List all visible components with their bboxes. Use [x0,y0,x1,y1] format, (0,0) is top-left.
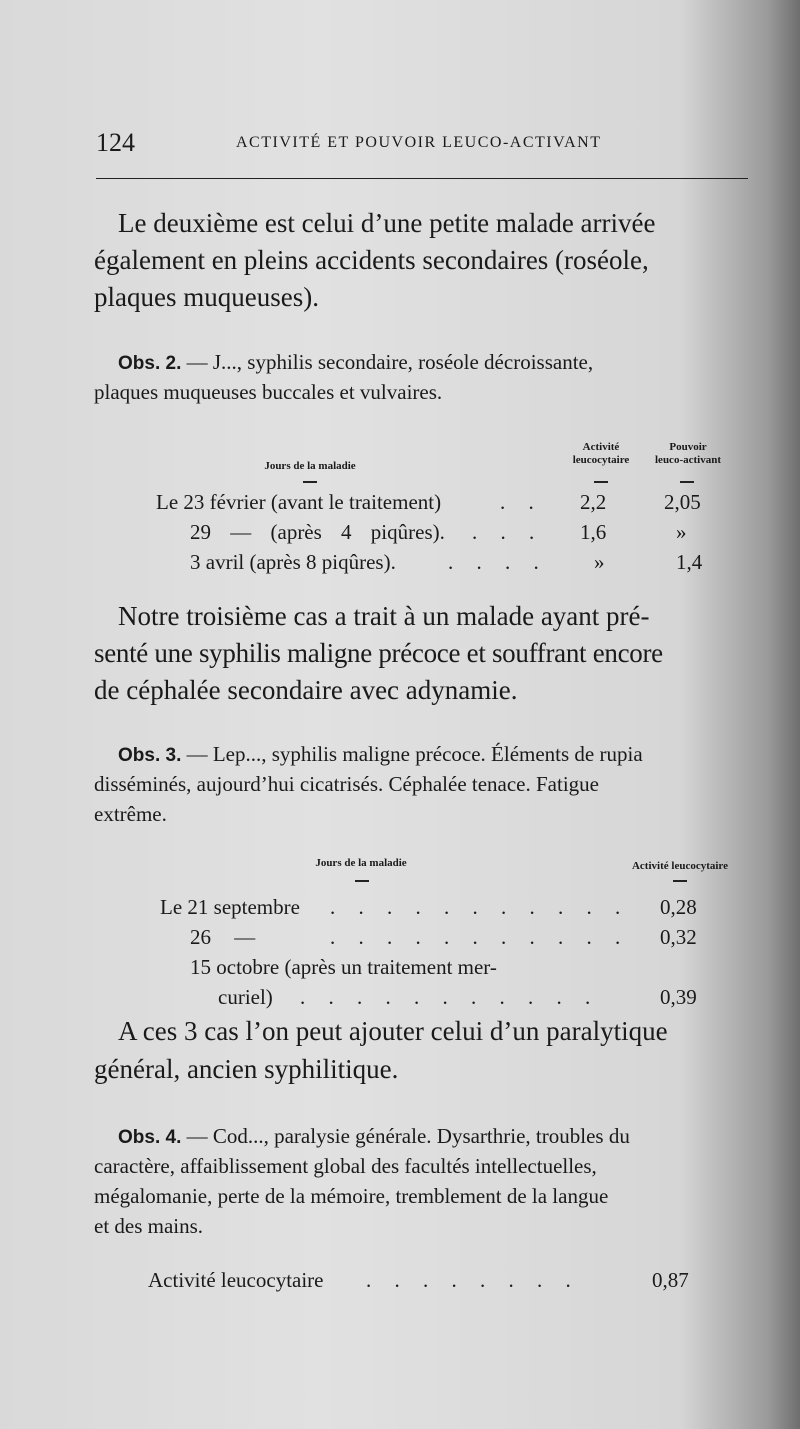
table1-row1-activity: 2,2 [580,490,607,514]
table1-row2-label: 29 — (après 4 piqûres). [190,520,445,544]
obs4-text1: — Cod..., paralysie générale. Dysarthrie, troubles du [181,1124,630,1148]
table2-header-activity: Activité leucocytaire [631,860,728,872]
table1-row3-label: 3 avril (après 8 piqûres). [190,550,396,574]
table1-row3-dots: . . . . [448,550,548,574]
obs3-label: Obs. 3. [118,745,182,766]
obs3-line1 [118,742,643,767]
para3-line1: A ces 3 cas l’on peut ajouter celui d’un paralytique [118,1016,668,1046]
obs4-line1 [118,1124,630,1149]
running-title: ACTIVITÉ ET POUVOIR LEUCO-ACTIVANT [236,134,602,151]
table2-row1-activity: 0,28 [660,895,697,919]
table1-row2-dots: . . . [472,520,544,544]
table1-header-days: Jours de la maladie [264,460,356,472]
obs2-label: Obs. 2. [118,353,182,374]
para1-line3: plaques muqueuses). [94,282,319,312]
table2-row4-label: curiel) [218,985,273,1009]
table1-row2-activity: 1,6 [580,520,607,544]
obs3-text1: — Lep..., syphilis maligne précoce. Éléments de rupia [181,742,643,766]
obs2-text1: — J..., syphilis secondaire, roséole décroissante, [181,350,594,374]
table1-header-power: Pouvoir leuco-activant [655,441,721,466]
table2-dash-activity [673,880,687,882]
table2-header-days: Jours de la maladie [315,857,407,869]
para1-line2: également en pleins accidents secondaires (roséole, [94,245,649,275]
table2-row3-label: 15 octobre (après un traitement mer- [190,955,497,979]
table1-dash-days [303,481,317,483]
para2-line1: Notre troisième cas a trait à un malade ayant pré- [118,601,650,631]
para2-line2: senté une syphilis maligne précoce et souffrant encore [94,638,663,668]
final-value: 0,87 [652,1268,689,1292]
table1-header-activity: Activité leucocytaire [572,441,630,466]
table2-row4-activity: 0,39 [660,985,697,1009]
obs3-line3: extrême. [94,802,167,826]
final-label: Activité leucocytaire [148,1268,324,1292]
obs4-label: Obs. 4. [118,1127,182,1148]
table1-row2-power: » [676,520,687,544]
para2-line3: de céphalée secondaire avec adynamie. [94,675,518,705]
obs4-line3: mégalomanie, perte de la mémoire, tremblement de la langue [94,1184,609,1208]
page-number: 124 [96,128,135,157]
table2-row2-activity: 0,32 [660,925,697,949]
para1-line1: Le deuxième est celui d’une petite malade arrivée [118,208,656,238]
obs4-line2: caractère, affaiblissement global des facultés intellectuelles, [94,1154,597,1178]
final-dots: . . . . . . . . [366,1268,580,1292]
obs2-line2: plaques muqueuses buccales et vulvaires. [94,380,443,404]
table2-row4-dots: . . . . . . . . . . . [300,985,600,1009]
table1-row1-power: 2,05 [664,490,701,514]
table1-dash-power [680,481,694,483]
table1-row3-power: 1,4 [676,550,703,574]
table1-row1-dots: . . [500,490,543,514]
table2-row1-dots: . . . . . . . . . . . [330,895,630,919]
table1-row3-activity: » [594,550,605,574]
table2-row2-label: 26 — [190,925,256,949]
para3-line2: général, ancien syphilitique. [94,1054,399,1084]
obs4-line4: et des mains. [94,1214,204,1238]
table1-row1-label: Le 23 février (avant le traitement) [156,490,442,514]
table2-dash-days [355,880,369,882]
obs2-line1 [118,350,593,375]
table1-dash-activity [594,481,608,483]
header-rule [96,178,748,179]
table2-row2-dots: . . . . . . . . . . . [330,925,630,949]
table2-row1-label: Le 21 septembre [160,895,300,919]
obs3-line2: disséminés, aujourd’hui cicatrisés. Céphalée tenace. Fatigue [94,772,599,796]
